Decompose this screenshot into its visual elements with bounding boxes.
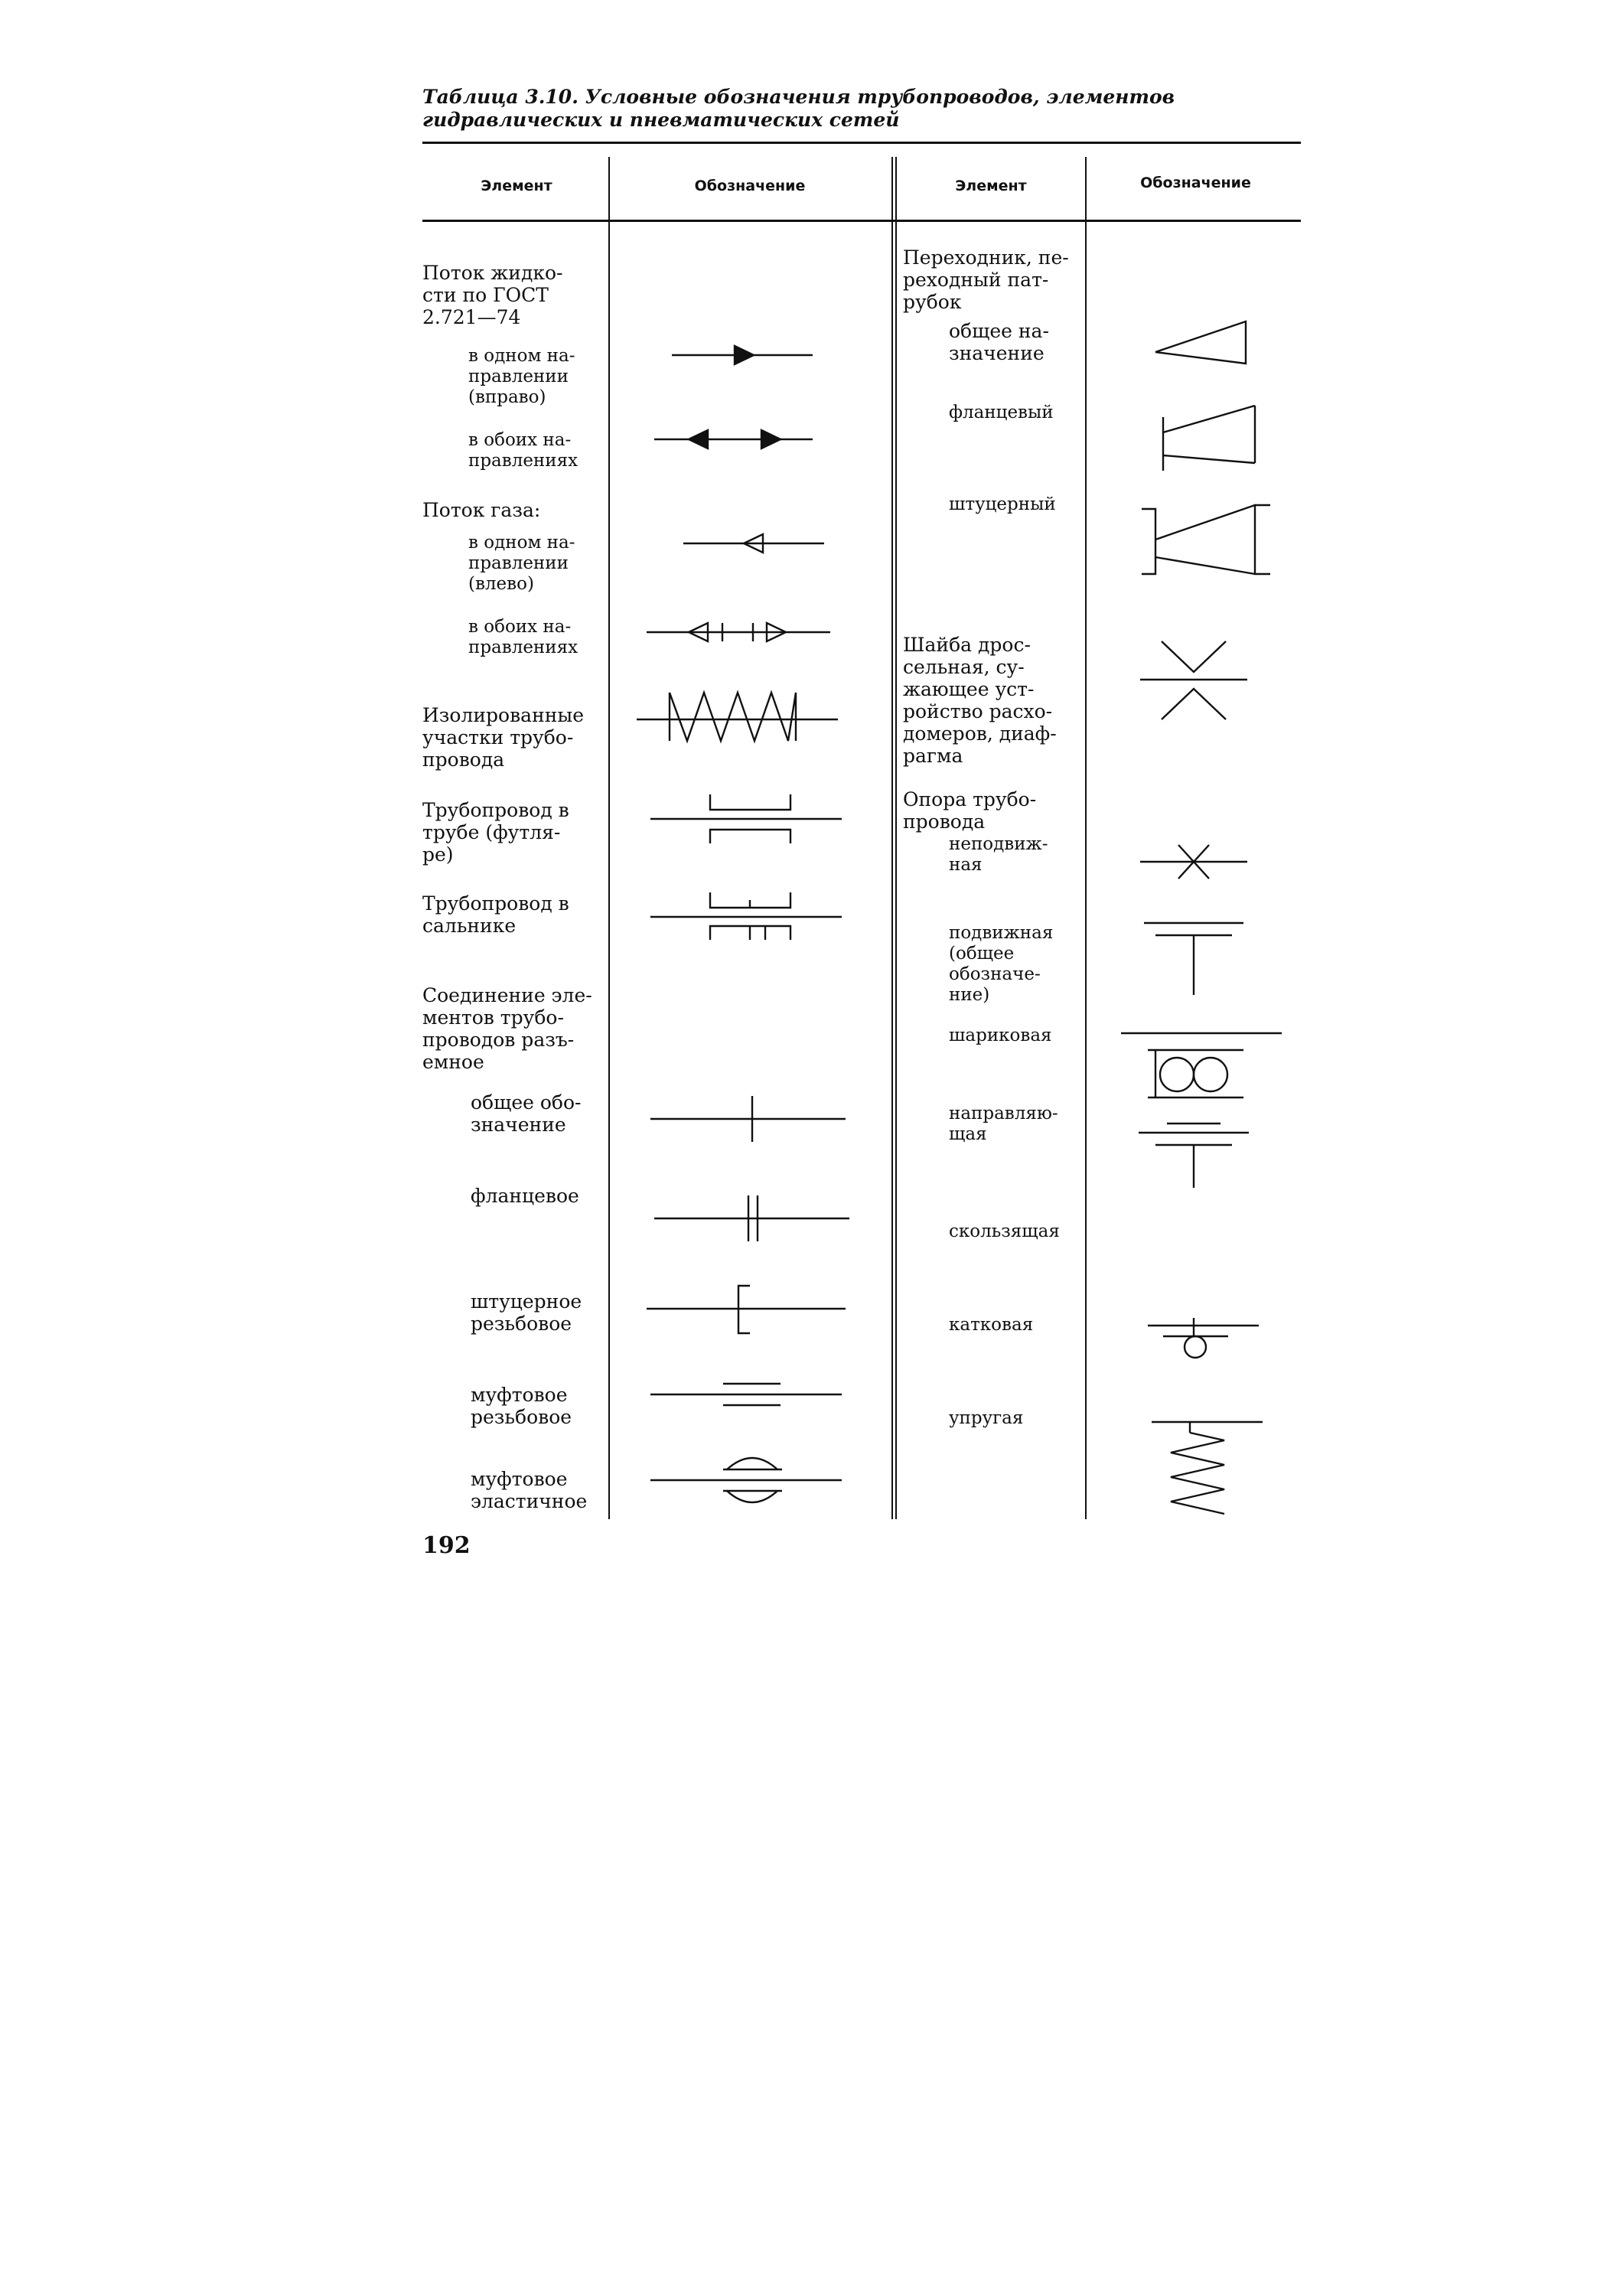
support-sliding-label: скользящая <box>949 1221 1060 1241</box>
support-roller-symbol <box>1148 1318 1259 1358</box>
liquid-flow-both-symbol <box>654 430 813 448</box>
support-fixed-symbol <box>1140 845 1247 879</box>
liquid-flow-label: Поток жидко- сти по ГОСТ 2.721—74 <box>422 262 563 328</box>
support-elastic-label: упругая <box>949 1408 1024 1428</box>
adapter-label: Переходник, пе- реходный пат- рубок <box>903 246 1069 313</box>
orifice-plate-symbol <box>1140 641 1247 719</box>
support-movable-label: подвижная (общее обозначе- ние) <box>949 923 1054 1005</box>
support-elastic-symbol <box>1152 1422 1263 1514</box>
gas-both-directions-label: в обоих на- правлениях <box>468 617 578 657</box>
header-symbol-left: Обозначение <box>694 178 806 194</box>
joint-elastic-label: муфтовое эластичное <box>471 1468 588 1512</box>
support-guide-symbol <box>1139 1124 1249 1188</box>
adapter-general-symbol <box>1155 321 1246 364</box>
caption-line-2: гидравлических и пневматических сетей <box>422 109 900 131</box>
adapter-union-label: штуцерный <box>949 494 1056 514</box>
liquid-one-direction-label: в одном на- правлении (вправо) <box>468 346 575 407</box>
joint-flange-symbol <box>654 1195 849 1241</box>
insulated-pipe-label: Изолированные участки трубо- провода <box>422 704 585 771</box>
support-guide-label: направляю- щая <box>949 1104 1058 1144</box>
gas-one-direction-label: в одном на- правлении (влево) <box>468 533 575 594</box>
joint-elastic-symbol <box>650 1458 842 1502</box>
joint-general-symbol <box>650 1096 846 1142</box>
joint-union-symbol <box>647 1286 846 1333</box>
adapter-flange-label: фланцевый <box>949 403 1054 422</box>
support-fixed-label: неподвиж- ная <box>949 834 1048 875</box>
pipe-in-gland-symbol <box>650 892 842 940</box>
gas-flow-both-symbol <box>647 623 830 641</box>
pipe-in-pipe-symbol <box>650 794 842 843</box>
joint-coupling-symbol <box>650 1384 842 1405</box>
liquid-flow-right-symbol <box>672 346 813 364</box>
support-ball-symbol <box>1121 1033 1282 1097</box>
joint-flange-label: фланцевое <box>471 1185 579 1207</box>
gas-flow-left-symbol <box>683 534 824 553</box>
adapter-flange-symbol <box>1163 406 1255 471</box>
liquid-both-directions-label: в обоих на- правлениях <box>468 430 578 471</box>
support-movable-symbol <box>1144 923 1243 995</box>
gas-flow-label: Поток газа: <box>422 499 541 521</box>
page-number: 192 <box>422 1532 471 1559</box>
detachable-joint-label: Соединение эле- ментов трубо- проводов разъ- емное <box>422 984 592 1073</box>
joint-union-label: штуцерное резьбовое <box>471 1290 582 1335</box>
pipe-in-gland-label: Трубопровод в сальнике <box>422 892 569 937</box>
support-roller-label: катковая <box>949 1315 1034 1335</box>
joint-coupling-label: муфтовое резьбовое <box>471 1384 572 1428</box>
pipe-in-pipe-label: Трубопровод в трубе (футля- ре) <box>422 799 569 866</box>
support-ball-label: шариковая <box>949 1026 1052 1045</box>
header-symbol-right: Обозначение <box>1140 174 1251 191</box>
insulated-pipe-symbol <box>637 693 838 741</box>
header-element-left: Элемент <box>481 178 552 194</box>
orifice-label: Шайба дрос- сельная, су- жающее уст- ройство расхо- домеров, диаф- рагма <box>903 634 1057 767</box>
header-element-right: Элемент <box>955 178 1027 194</box>
adapter-general-label: общее на- значение <box>949 320 1049 364</box>
pipe-support-label: Опора трубо- провода <box>903 788 1037 833</box>
adapter-union-symbol <box>1142 505 1270 574</box>
joint-general-label: общее обо- значение <box>471 1091 582 1136</box>
caption-line-1: Таблица 3.10. Условные обозначения трубопроводов, элементов <box>422 86 1175 108</box>
